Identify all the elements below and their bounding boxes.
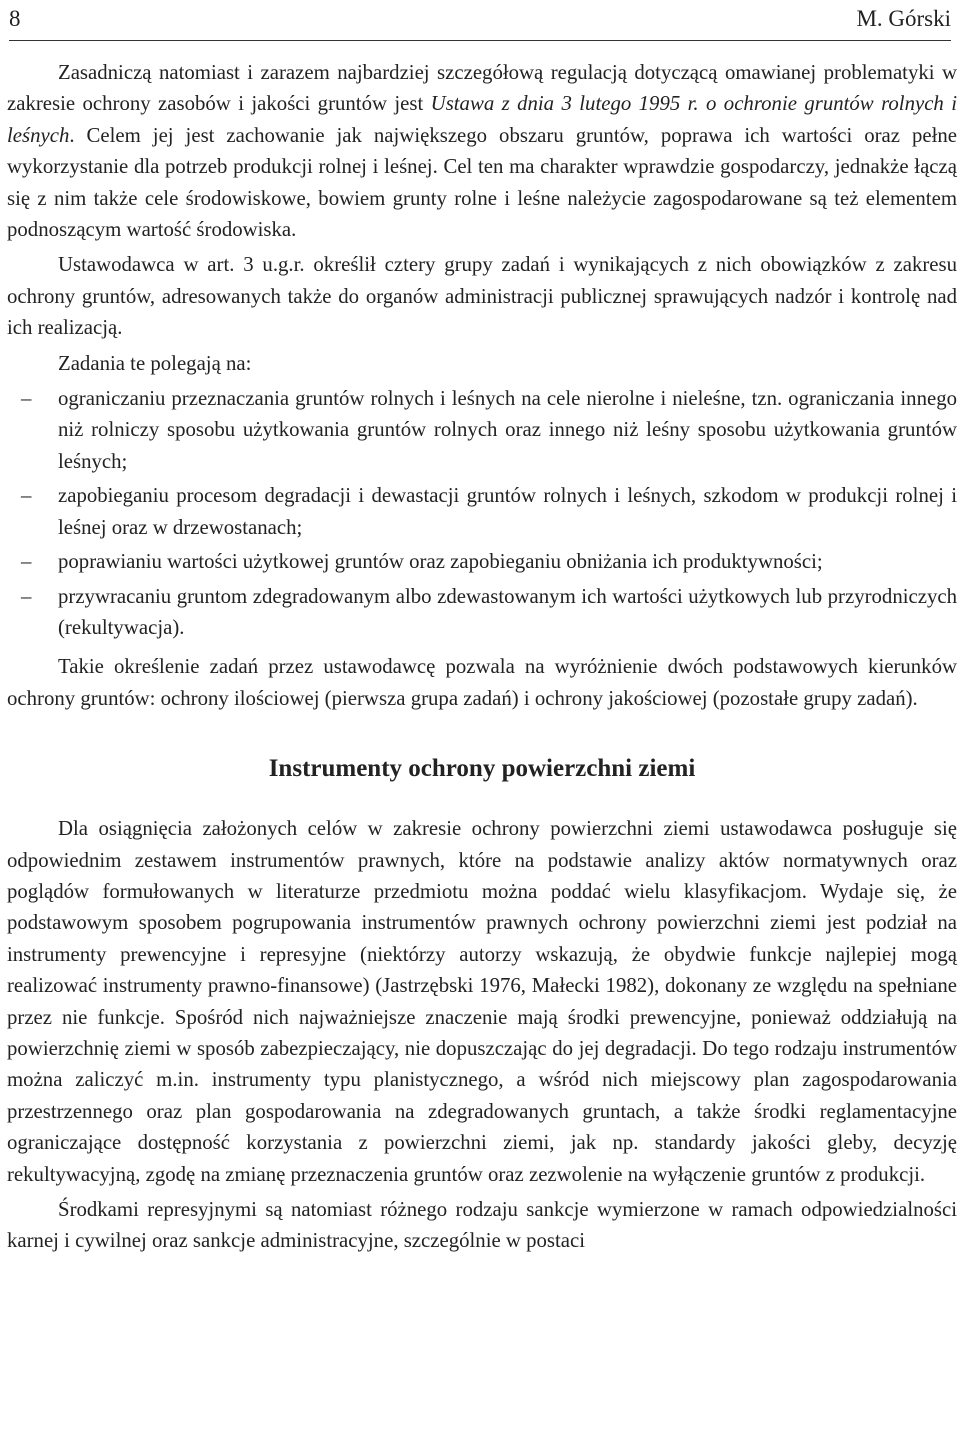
list-item (7, 480, 957, 543)
task-list (7, 383, 957, 643)
dash-bullet: – (21, 387, 32, 411)
paragraph-repressive-measures: Środkami represyjnymi są natomiast różnego rodzaju sankcje wymierzone w ramach odpowiedzialności karnej i cywilnej oraz sankcje administracyjne, szczególnie w postaci (7, 1198, 957, 1253)
page-header (9, 0, 951, 41)
list-item-text: poprawianiu wartości użytkowej gruntów oraz zapobieganiu obniżania ich produktywności; (58, 550, 823, 574)
list-item (7, 581, 957, 644)
list-item-text: zapobieganiu procesom degradacji i dewastacji gruntów rolnych i leśnych, szkodom w produkcji rolnej i leśnej oraz w drzewostanach; (58, 484, 957, 539)
list-item (7, 546, 957, 577)
list-item (7, 383, 957, 477)
dash-bullet: – (21, 550, 32, 574)
paragraph-act-regulation (7, 57, 957, 245)
paragraph-legislator-tasks: Ustawodawca w art. 3 u.g.r. określił cztery grupy zadań i wynikających z nich obowiązków z zakresu ochrony gruntów, adresowanych także do organów administracji publicznej sprawujących nadzór i kontrolę nad ich realizacją. (7, 253, 957, 340)
paragraph-protection-directions: Takie określenie zadań przez ustawodawcę pozwala na wyróżnienie dwóch podstawowych kierunków ochrony gruntów: ochrony ilościowej (pierwsza grupa zadań) i ochrony jakościowej (pozostałe grupy zadań). (7, 655, 957, 710)
list-item-text: przywracaniu gruntom zdegradowanym albo zdewastowanym ich wartości użytkowych lub przyrodniczych (rekultywacja). (58, 584, 957, 639)
paragraph-list-intro: Zadania te polegają na: (58, 351, 252, 375)
dash-bullet: – (21, 584, 32, 608)
section-heading: Instrumenty ochrony powierzchni ziemi (268, 755, 696, 783)
page-number: 8 (9, 6, 21, 31)
paragraph-text: . Celem jej jest zachowanie jak największego obszaru gruntów, poprawa ich wartości oraz pełne wykorzystanie dla potrzeb produkcji rolnej i leśnej. Cel ten ma charakter wprawdzie gospodarczy, jednakże łączą się z nim także cele środowiskowe, bowiem grunty rolne i leśne należycie zagospodarowane są też elementem podnoszącym wartość środowiska. (7, 123, 957, 242)
paragraph-text: Zasadniczą natomiast i zarazem najbardziej szczegółową regulacją dotyczącą omawianej problematyki w zakresie ochrony zasobów i jakości gruntów jest (7, 61, 957, 116)
running-head-author: M. Górski (856, 6, 951, 31)
paragraph-legal-instruments: Dla osiągnięcia założonych celów w zakresie ochrony powierzchni ziemi ustawodawca posługuje się odpowiednim zestawem instrumentów prawnych, które na podstawie analizy aktów normatywnych oraz poglądów formułowanych w literaturze przedmiotu można poddać wielu klasyfikacjom. Wydaje się, że podstawowym sposobem pogrupowania instrumentów prawnych ochrony powierzchni ziemi jest podział na instrumenty prewencyjne i represyjne (niektórzy autorzy wskazują, że obydwie funkcje najlepiej mogą realizować instrumenty prawno-finansowe) (Jastrzębski 1976, Małecki 1982), dokonany ze względu na spełniane przez nie funkcje. Spośród nich najważniejsze znaczenie mają środki prewencyjne, ponieważ oddziałują na powierzchnię ziemi w sposób zabezpieczający, nie dopuszczając do jej degradacji. Do tego rodzaju instrumentów można zaliczyć m.in. instrumenty typu planistycznego, a wśród nich miejscowy plan zagospodarowania przestrzennego oraz plan gospodarowania na zdegradowanych gruntach, a także środki reglamentacyjne ograniczające dostępność korzystania z powierzchni ziemi, jak np. standardy jakości gleby, decyzję rekultywacyjną, zgodę na zmianę przeznaczenia gruntów oraz zezwolenie na wyłączenie gruntów z produkcji. (7, 817, 957, 1186)
page-body (7, 57, 957, 1257)
act-title-italic: Ustawa z dnia 3 lutego 1995 r. o ochronie gruntów rolnych i leśnych (7, 92, 958, 147)
dash-bullet: – (21, 484, 32, 508)
list-item-text: ograniczaniu przeznaczania gruntów rolnych i leśnych na cele nierolne i nieleśne, tzn. ograniczania innego niż rolniczy sposobu użytkowania gruntów rolnych oraz innego niż leśny sposobu użytkowania gruntów leśnych; (58, 387, 957, 473)
